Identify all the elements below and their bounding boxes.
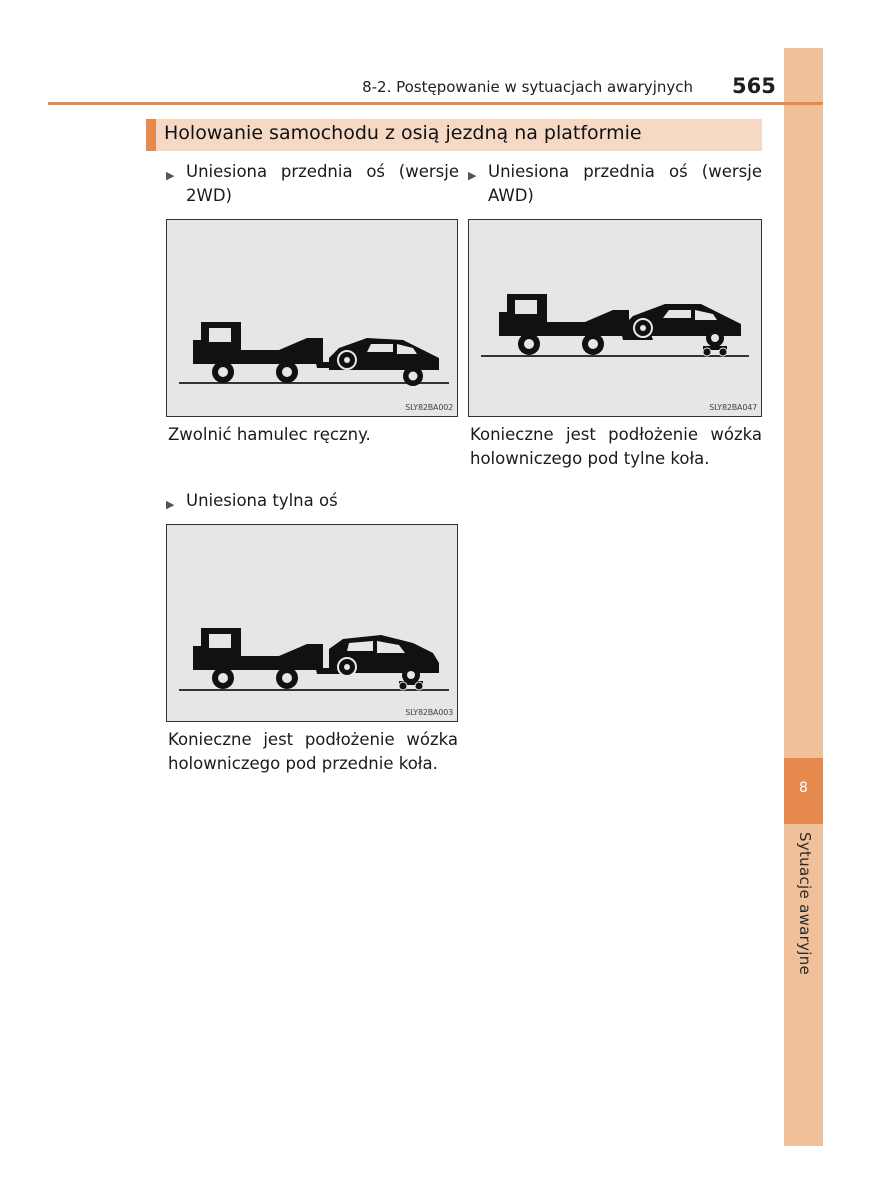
- section-title-box: [146, 119, 762, 151]
- caption-front-2wd: Zwolnić hamulec ręczny.: [168, 425, 371, 444]
- figure-code: SLY82BA002: [405, 403, 453, 412]
- figure-code: SLY82BA003: [405, 708, 453, 717]
- caption-rear: Konieczne jest podłożenie wózka holowniczego pod przednie koła.: [168, 730, 458, 773]
- bullet-item-front-2wd: [166, 160, 459, 210]
- bullet-item-front-awd: [468, 160, 762, 210]
- figure-front-2wd: [166, 219, 458, 417]
- figure-code: SLY82BA047: [709, 403, 757, 412]
- bullet-heading: Uniesiona przednia oś (wersje AWD): [488, 162, 762, 205]
- triangle-bullet-icon: ▶: [166, 498, 175, 511]
- bullet-heading: Uniesiona przednia oś (wersje 2WD): [186, 162, 459, 205]
- triangle-bullet-icon: ▶: [468, 169, 477, 182]
- header-rule: [48, 102, 823, 105]
- triangle-bullet-icon: ▶: [166, 169, 175, 182]
- chapter-tab[interactable]: [784, 758, 823, 824]
- chapter-title: Sytuacje awaryjne: [796, 832, 814, 976]
- figure-front-awd: [468, 219, 762, 417]
- bullet-heading: Uniesiona tylna oś: [186, 491, 338, 510]
- chapter-number: 8: [799, 780, 808, 796]
- tow-truck-dolly-front-illustration: [167, 525, 457, 721]
- tow-truck-front-lift-illustration: [167, 220, 457, 416]
- caption-front-awd: Konieczne jest podłożenie wózka holowniczego pod tylne koła.: [470, 425, 762, 468]
- page-number: 565: [732, 74, 776, 98]
- running-header: 8-2. Postępowanie w sytuacjach awaryjnych: [362, 78, 693, 96]
- bullet-item-rear: [166, 489, 459, 515]
- tow-truck-dolly-rear-illustration: [469, 220, 761, 416]
- section-title: Holowanie samochodu z osią jezdną na platformie: [164, 122, 642, 144]
- figure-rear: [166, 524, 458, 722]
